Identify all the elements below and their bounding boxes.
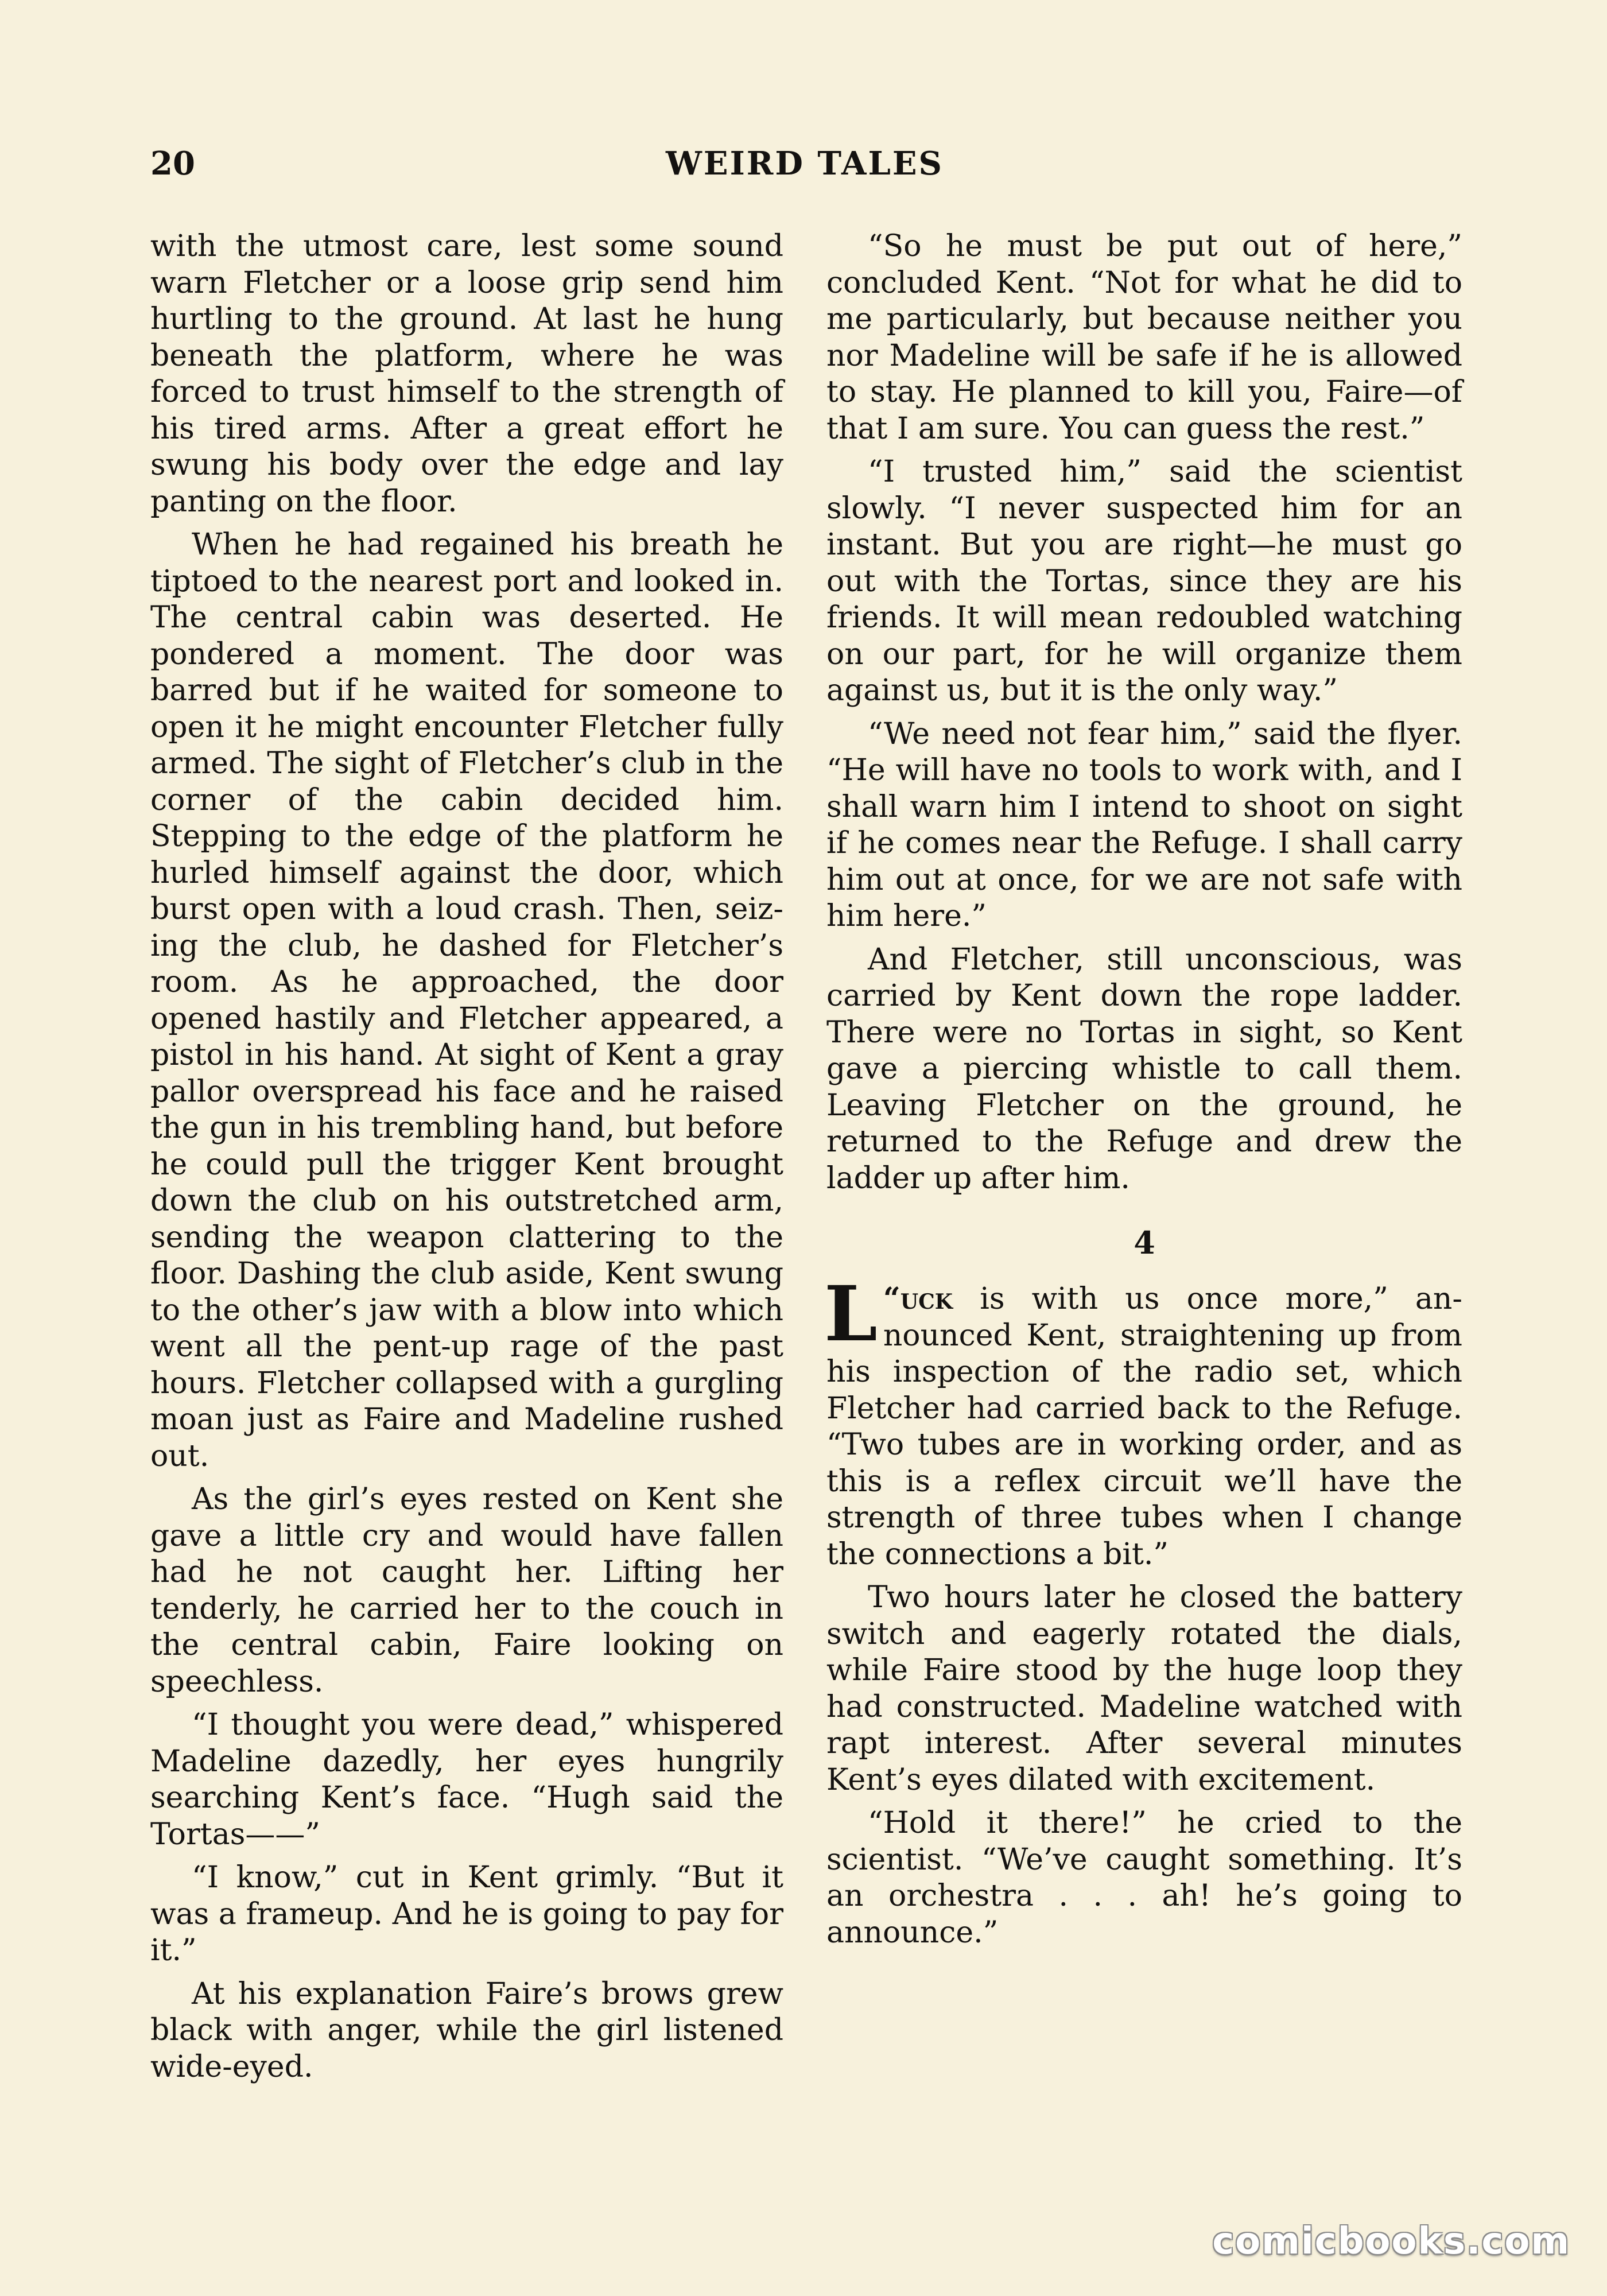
paragraph: “Hold it there!” he cried to the scientist. “We’ve caught something. It’s an orchestra . . . ah! he’s going to announce.”	[826, 1806, 1462, 1950]
dropcap-quote: “	[883, 1281, 900, 1316]
dropcap-paragraph	[824, 1270, 1462, 1573]
page-number: 20	[150, 145, 195, 183]
paragraph: with the utmost care, lest some sound warn Fletcher or a loose grip send him hurtling to the ground. At last he hung beneath the platform, where he was forced to trust himself to the strength of his tired arms. After a great effort he swung his body over the edge and lay panting on the floor.	[150, 229, 783, 519]
drop-cap-letter: L	[824, 1270, 878, 1359]
dropcap-rest: is with us once more,” announced Kent, straightening up from his inspection of the radio set, which Fletcher had carried back to the Refuge. “Two tubes are in working order, and as this is a reflex circuit we’ll have the strength of three tubes when I change the connections a bit.”	[826, 1282, 1462, 1572]
paragraph: “I thought you were dead,” whispered Madeline dazedly, her eyes hungrily searching Kent’s face. “Hugh said the Tortas——”	[150, 1708, 783, 1852]
paragraph: As the girl’s eyes rested on Kent she gave a little cry and would have fallen had he not caught her. Lifting her tenderly, he carried her to the couch in the central cabin, Faire looking on speechless.	[150, 1482, 783, 1699]
running-title: WEIRD TALES	[666, 145, 944, 183]
page-header	[150, 144, 1459, 184]
paragraph: “I trusted him,” said the scientist slowly. “I never suspected him for an instant. But you are right—he must go out with the Tortas, since they are his friends. It will mean redoubled watching on our part, for he will organize them against us, but it is the only way.”	[826, 455, 1462, 708]
left-column	[150, 228, 783, 2092]
watermark-logo: comicbooks.com	[1212, 2220, 1570, 2263]
paragraph: And Fletcher, still unconscious, was carried by Kent down the rope ladder. There were no Tortas in sight, so Kent gave a piercing whistle to call them. Leaving Fletcher on the ground, he returned to the Refuge and drew the ladder up after him.	[826, 942, 1462, 1196]
paragraph: “I know,” cut in Kent grimly. “But it was a frameup. And he is going to pay for it.”	[150, 1860, 783, 1968]
paragraph: “We need not fear him,” said the flyer. “He will have no tools to work with, and I shall warn him I intend to shoot on sight if he comes near the Refuge. I shall carry him out at once, for we are not safe with him here.”	[826, 716, 1462, 933]
paragraph: At his explanation Faire’s brows grew black with anger, while the girl listened wide-eyed.	[150, 1976, 783, 2084]
paragraph: Two hours later he closed the battery switch and eagerly rotated the dials, while Faire stood by the huge loop they had constructed. Madeline watched with rapt interest. After several minutes Kent’s eyes dilated with excitement.	[826, 1580, 1462, 1797]
section-number: 4	[1134, 1224, 1155, 1261]
paragraph: “So he must be put out of here,” concluded Kent. “Not for what he did to me particularly, but because neither you nor Madeline will be safe if he is allowed to stay. He planned to kill you, Faire—of that I am sure. You can guess the rest.”	[826, 229, 1462, 446]
dropcap-smallcaps: uck	[900, 1281, 953, 1316]
paragraph: When he had regained his breath he tiptoed to the nearest port and looked in. The central cabin was deserted. He pondered a moment. The door was barred but if he waited for someone to open it he might encounter Fletcher fully armed. The sight of Fletcher’s club in the corner of the cabin decided him. Stepping to the edge of the platform he hurled himself against the door, which burst open with a loud crash. Then, seizing the club, he dashed for Fletcher’s room. As he approached, the door opened hastily and Fletcher appeared, a pistol in his hand. At sight of Kent a gray pallor overspread his face and he raised the gun in his trembling hand, but before he could pull the trigger Kent brought down the club on his outstretched arm, sending the weapon clattering to the floor. Dashing the club aside, Kent swung to the other’s jaw with a blow into which went all the pent-up rage of the past hours. Fletcher collapsed with a gurgling moan just as Faire and Madeline rushed out.	[150, 528, 783, 1473]
right-column	[826, 228, 1462, 1958]
